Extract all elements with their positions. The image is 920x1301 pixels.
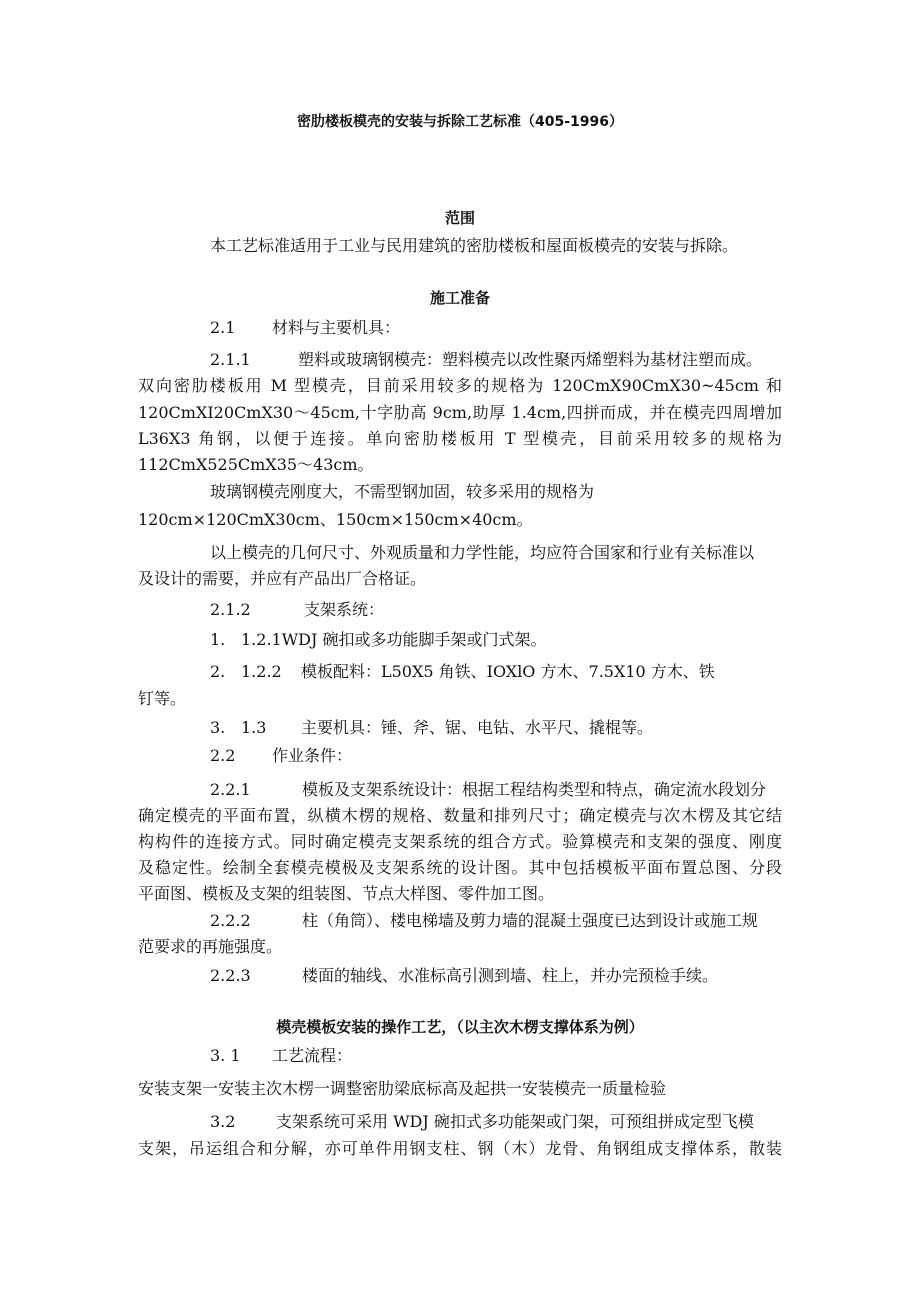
paragraph-line: 双向密肋楼板用 M 型模壳，目前采用较多的规格为 120CmX90CmX30~45cm 和 [138,376,782,395]
item-number: 3. 1 [210,1046,241,1065]
item-number: 2.2.1 [210,780,251,799]
glass-paragraph-line: 120cm×120CmX30cm、150cm×150cm×40cm。 [138,510,533,529]
paragraph-line: 112CmX525CmX35～43cm。 [138,455,374,474]
paragraph-line: 构构件的连接方式。同时确定模壳支架系统的组合方式。验算模壳和支架的强度、刚度 [138,832,782,851]
item-3-2 [210,1112,754,1132]
section-heading-scope: 范围 [444,209,475,227]
standard-paragraph-line: 以上模壳的几何尺寸、外观质量和力学性能，均应符合国家和行业有关标准以 [210,543,755,562]
glass-paragraph-line: 玻璃钢模壳刚度大，不需型钢加固，较多采用的规格为 [210,482,595,501]
scope-paragraph: 本工艺标准适用于工业与民用建筑的密肋楼板和屋面板模壳的安装与拆除。 [210,236,739,255]
list-text: 模板配料：L50X5 角铁、IOXlO 方木、7.5X10 方木、铁 [301,662,715,681]
item-2-2-3 [210,966,718,986]
item-number: 2.1.1 [210,350,251,369]
list-number: 1. [210,630,226,649]
item-3-1 [210,1046,352,1066]
paragraph-line: 平面图、模板及支架的组装图、节点大样图、零件加工图。 [138,884,555,903]
item-text: 材料与主要机具： [272,318,401,337]
item-number: 2.1.2 [210,600,251,619]
item-text: 作业条件： [272,746,353,765]
item-2-1 [210,318,400,338]
process-flow-line: 安装支架一安装主次木楞一调整密肋梁底标高及起拱一安装模壳一质量检验 [138,1079,667,1098]
item-text: 塑料或玻璃钢模壳：塑料模壳以改性聚丙烯塑料为基材注塑而成。 [298,350,763,369]
paragraph-line: 范要求的再施强度。 [138,937,283,956]
paragraph-line: 及稳定性。绘制全套模壳模极及支架系统的设计图。其中包括模板平面布置总图、分段 [138,858,782,877]
item-number: 3.2 [210,1112,236,1131]
list-number: 3. [210,718,226,737]
paragraph-line: L36X3 角钢，以便于连接。单向密肋楼板用 T 型模壳，目前采用较多的规格为 [138,429,782,448]
item-text: 工艺流程： [272,1046,353,1065]
item-2-1-2 [210,600,384,620]
item-number: 2.1 [210,318,236,337]
item-text: 柱（角筒）、楼电梯墙及剪力墙的混凝土强度已达到设计或施工规 [302,911,759,930]
item-2-2-2 [210,911,758,931]
item-number: 2.2 [210,746,236,765]
item-2-2 [210,746,352,766]
paragraph-line: 支架，吊运组合和分解，亦可单件用钢支柱、钢（木）龙骨、角钢组成支撑体系，散装 [138,1139,782,1158]
item-text: 支架系统： [304,600,385,619]
list-item-2-continued: 钉等。 [138,689,187,708]
paragraph-line: 确定模壳的平面布置，纵横木楞的规格、数量和排列尺寸；确定模壳与次木楞及其它结 [138,806,782,825]
list-item-2 [210,662,715,682]
standard-paragraph-line: 及设计的需要，并应有产品出厂合格证。 [138,569,427,588]
item-2-1-1 [210,350,762,370]
item-number: 2.2.2 [210,911,251,930]
list-sub-number: 1.2.2 [241,662,282,681]
list-text: 主要机具：锤、斧、锯、电钻、水平尺、撬棍等。 [301,718,654,737]
item-number: 2.2.3 [210,966,251,985]
section-heading-preparation: 施工准备 [429,289,490,307]
item-2-2-1 [210,780,766,800]
list-item-3 [210,718,653,738]
paragraph-line: 120CmXI20CmX30～45cm,十字肋高 9cm,助厚 1.4cm,四拼而成，并在模壳四周增加 [138,403,782,422]
list-text: 1.2.1WDJ 碗扣或多功能脚手架或门式架。 [241,630,547,649]
list-item-1 [210,630,547,650]
item-text: 支架系统可采用 WDJ 碗扣式多功能架或门架，可预组拼成定型飞模 [276,1112,754,1131]
list-sub-number: 1.3 [241,718,267,737]
item-text: 模板及支架系统设计：根据工程结构类型和特点，确定流水段划分 [302,780,767,799]
item-text: 楼面的轴线、水准标高引测到墙、柱上，并办完预检手续。 [302,966,719,985]
section-heading-installation: 模壳模板安装的操作工艺，（以主次木楞支撑体系为例） [276,1018,644,1036]
document-title: 密肋楼板模壳的安装与拆除工艺标准（405-1996） [297,114,623,130]
list-number: 2. [210,662,226,681]
